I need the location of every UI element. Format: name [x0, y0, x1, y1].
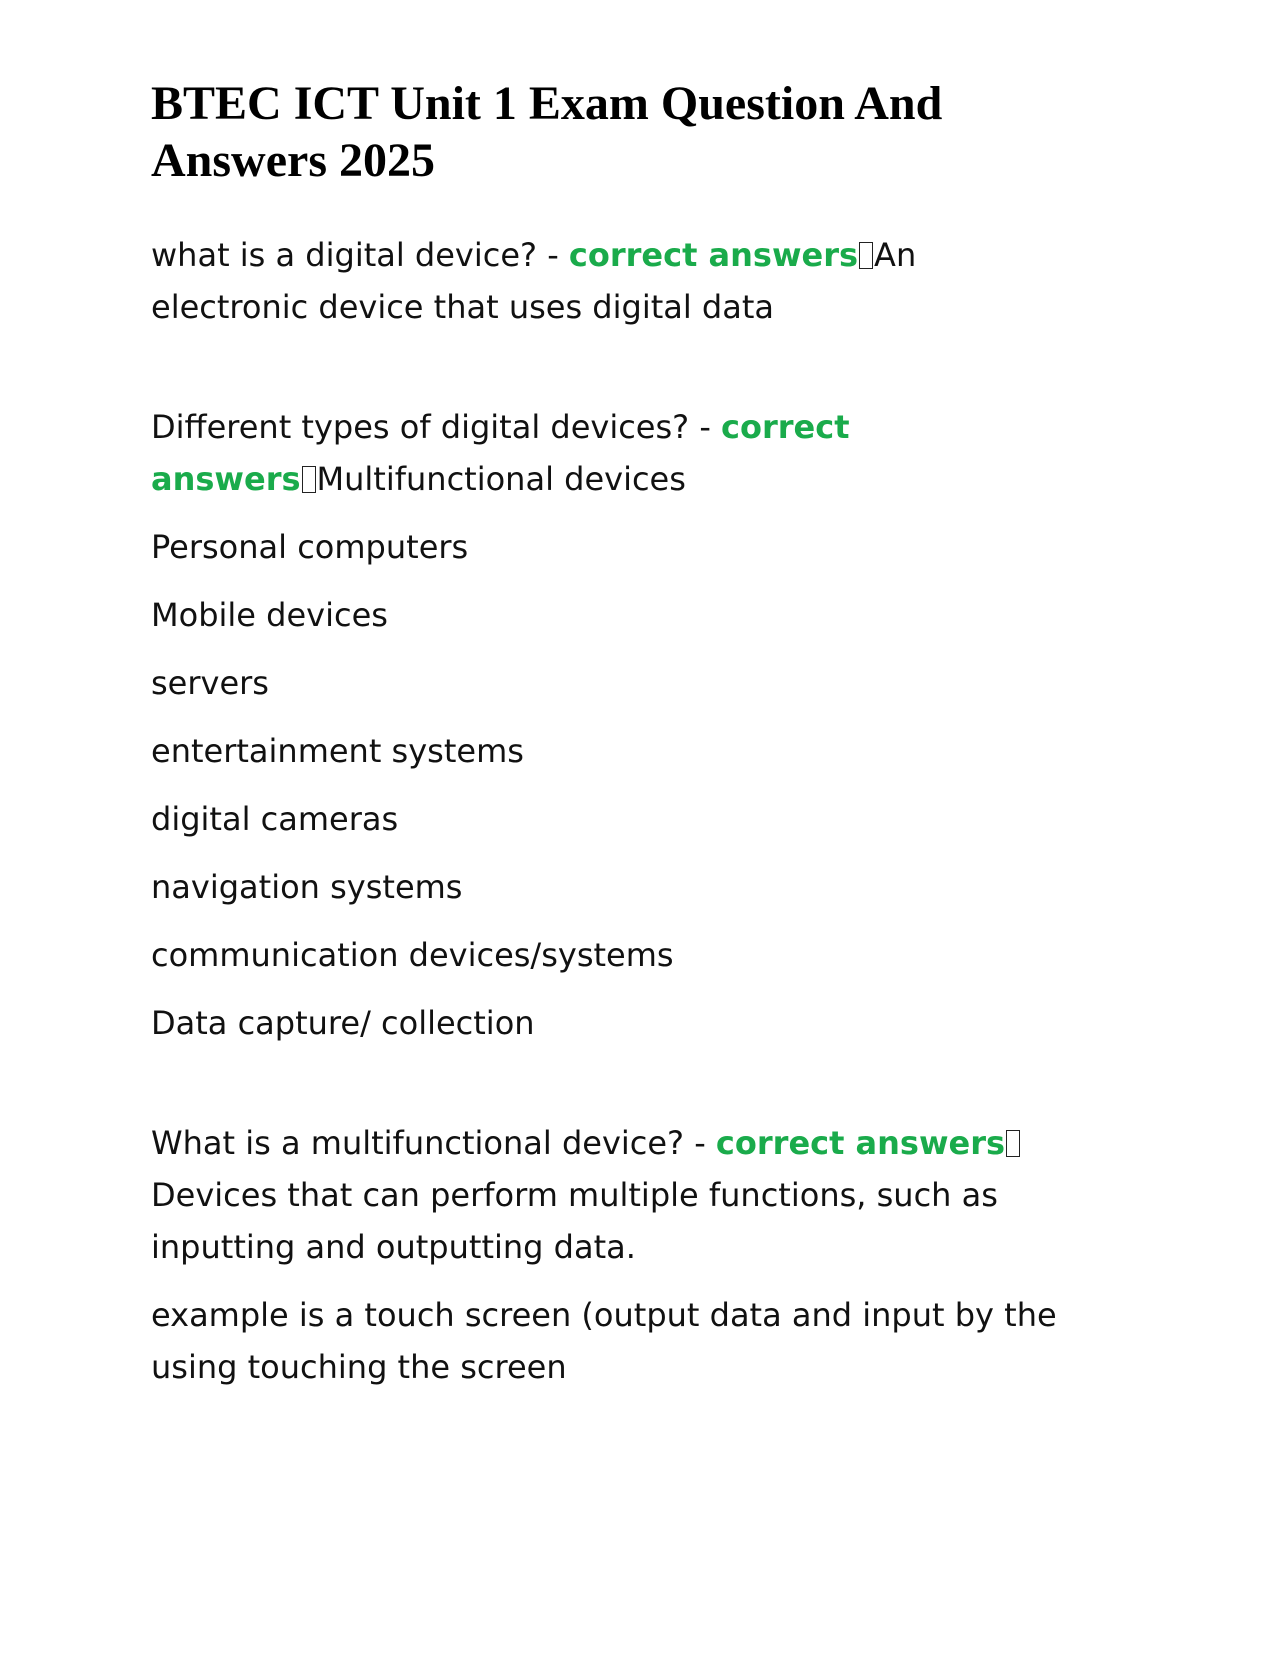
answer-text: An electronic device that uses digital data — [151, 236, 917, 326]
missing-glyph-icon — [1006, 1130, 1020, 1157]
answer-line: Data capture/ collection — [151, 1004, 535, 1042]
qa-item — [151, 229, 1051, 333]
answer-tag: correct answers — [568, 236, 859, 274]
answer-tag: correct answers — [151, 408, 850, 498]
document-title: BTEC ICT Unit 1 Exam Question And Answers 2025 — [151, 77, 943, 187]
answer-line: digital cameras — [151, 800, 399, 838]
qa-question-paragraph — [151, 229, 1051, 333]
answer-tag: correct answers — [715, 1124, 1006, 1162]
answer-line: entertainment systems — [151, 732, 524, 770]
answer-line: servers — [151, 664, 269, 702]
qa-item — [151, 401, 1141, 1049]
qa-question-paragraph — [151, 401, 851, 505]
document-content — [151, 75, 1141, 1393]
answer-line: communication devices/systems — [151, 936, 674, 974]
question-text: Different types of digital devices? - — [151, 408, 722, 446]
answer-line: example is a touch screen (output data and input by the using touching the screen — [151, 1296, 1057, 1386]
missing-glyph-icon — [859, 242, 873, 269]
answer-line: Personal computers — [151, 528, 469, 566]
answer-line: navigation systems — [151, 868, 463, 906]
question-text: what is a digital device? - — [151, 236, 569, 274]
question-text: What is a multifunctional device? - — [151, 1124, 716, 1162]
answer-line: Mobile devices — [151, 596, 388, 634]
qa-question-paragraph — [151, 1117, 1141, 1273]
answer-text: Devices that can perform multiple functions, such as inputting and outputting data. — [151, 1176, 998, 1266]
missing-glyph-icon — [302, 466, 316, 493]
answer-text: Multifunctional devices — [316, 460, 686, 498]
qa-item — [151, 1117, 1141, 1393]
